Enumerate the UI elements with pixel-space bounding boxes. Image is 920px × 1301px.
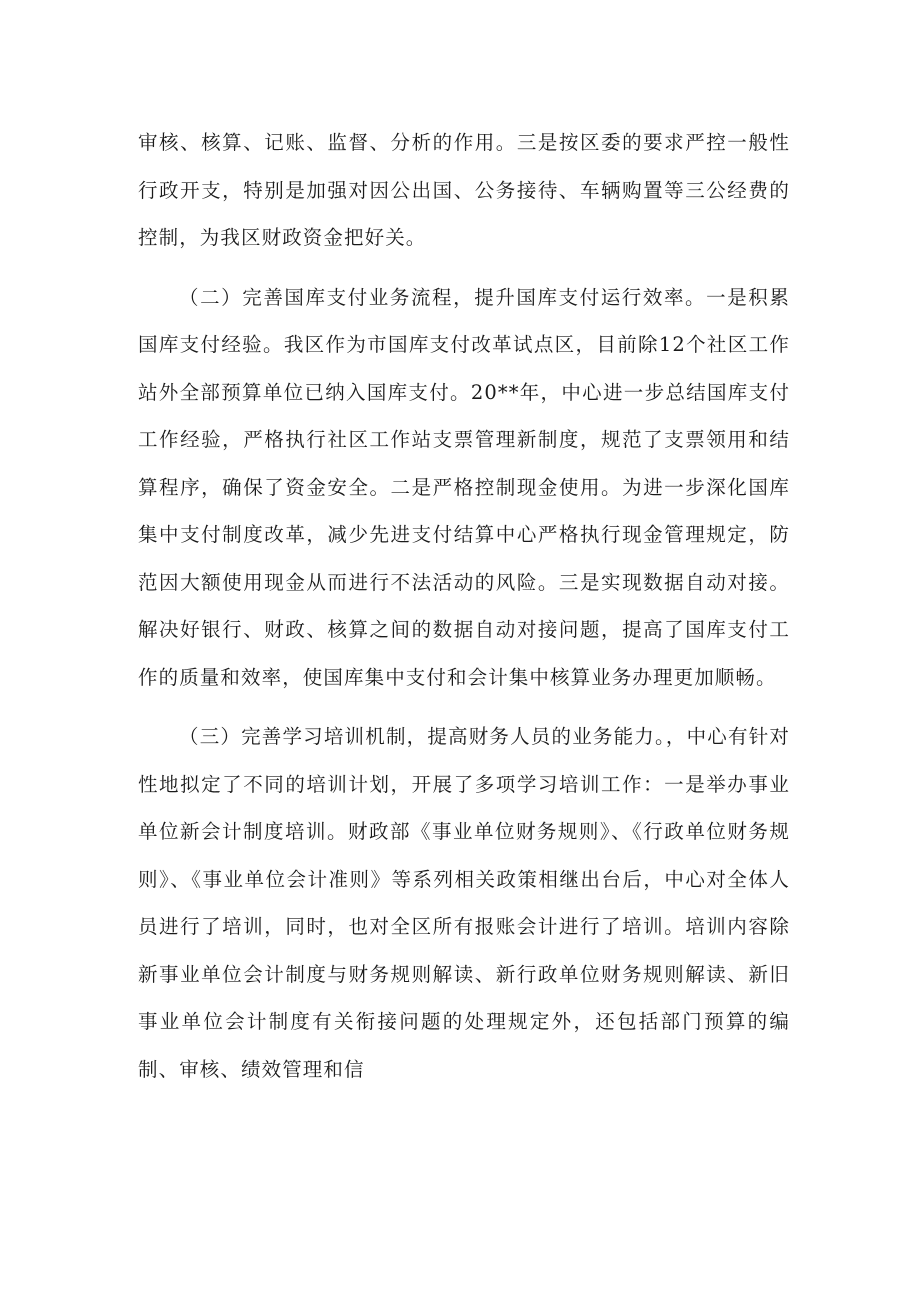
paragraph-audit-functions: 审核、核算、记账、监督、分析的作用。三是按区委的要求严控一般性行政开支，特别是加强对因公出国、公务接待、车辆购置等三公经费的控制，为我区财政资金把好关。 xyxy=(138,131,790,249)
paragraph-training-mechanism: （三）完善学习培训机制，提高财务人员的业务能力。，中心有针对性地拟定了不同的培训计划，开展了多项学习培训工作：一是举办事业单位新会计制度培训。财政部《事业单位财务规则》、《行政单位财务规则》、《事业单位会计准则》等系列相关政策相继出台后，中心对全体人员进行了培训，同时，也对全区所有报账会计进行了培训。培训内容除新事业单位会计制度与财务规则解读、新行政单位财务规则解读、新旧事业单位会计制度有关衔接问题的处理规定外，还包括部门预算的编制、审核、绩效管理和信 xyxy=(138,725,790,1081)
paragraph-gap xyxy=(138,701,790,713)
paragraph-gap xyxy=(138,262,790,274)
document-body xyxy=(138,119,790,1093)
paragraph-treasury-payment: （二）完善国库支付业务流程，提升国库支付运行效率。一是积累国库支付经验。我区作为市国库支付改革试点区，目前除12个社区工作站外全部预算单位已纳入国库支付。20**年，中心进一步总结国库支付工作经验，严格执行社区工作站支票管理新制度，规范了支票领用和结算程序，确保了资金安全。二是严格控制现金使用。为进一步深化国库集中支付制度改革，减少先进支付结算中心严格执行现金管理规定，防范因大额使用现金从而进行不法活动的风险。三是实现数据自动对接。解决好银行、财政、核算之间的数据自动对接问题，提高了国库支付工作的质量和效率，使国库集中支付和会计集中核算业务办理更加顺畅。 xyxy=(138,285,790,689)
